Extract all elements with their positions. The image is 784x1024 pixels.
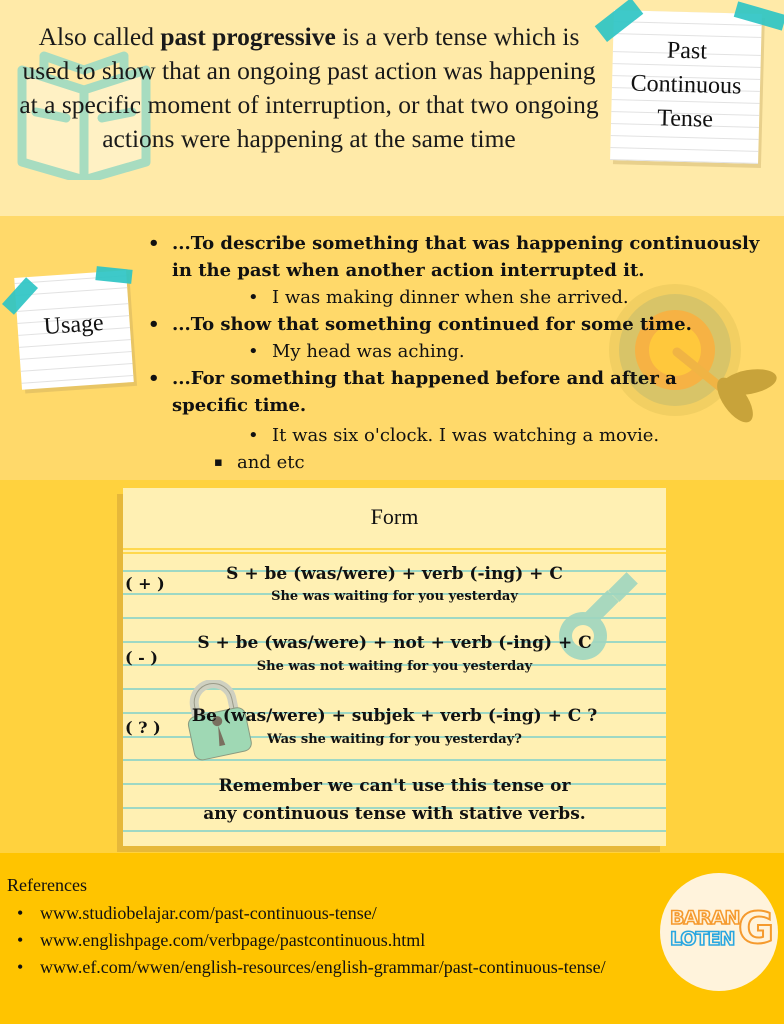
remember-line-1: Remember we can't use this tense or	[218, 776, 571, 796]
sign-positive: ( + )	[125, 574, 165, 593]
usage-example: • It was six o'clock. I was watching a movie.	[148, 422, 778, 449]
usage-etc: ▪ and etc	[148, 449, 778, 476]
usage-example: • My head was aching.	[148, 338, 778, 365]
usage-item: • ...For something that happened before and after a specific time.	[148, 365, 778, 419]
example-positive: She was waiting for you yesterday	[271, 589, 518, 604]
title-line-2: Continuous	[630, 70, 742, 100]
intro-text-suffix: is a verb tense which is used to show that an ongoing past action was happening at a specific moment of interruption, or that two ongoing actions were happening at the same time	[19, 22, 599, 153]
references-title: References	[7, 875, 87, 895]
form-paper	[123, 488, 666, 846]
usage-item: • ...To describe something that was happening continuously in the past when another action interrupted it.	[148, 230, 778, 284]
reference-link[interactable]: • www.studiobelajar.com/past-continuous-tense/	[17, 900, 657, 927]
logo-g-letter: G	[738, 903, 775, 954]
logo-text-line-2: LOTEN	[670, 928, 735, 950]
formula-question: Be (was/were) + subjek + verb (-ing) + C ?	[191, 706, 598, 726]
intro-text-prefix: Also called	[38, 22, 161, 51]
title-line-3: Tense	[657, 105, 714, 133]
usage-example: • I was making dinner when she arrived.	[148, 284, 778, 311]
logo-text-line-1: BARAN	[670, 907, 740, 929]
example-question: Was she waiting for you yesterday?	[267, 732, 522, 747]
reference-link[interactable]: • www.englishpage.com/verbpage/pastcontinuous.html	[17, 927, 657, 954]
header-section	[0, 0, 784, 216]
form-title: Form	[370, 504, 419, 529]
sign-question: ( ? )	[125, 718, 161, 737]
references-section	[0, 853, 784, 1024]
divider	[123, 830, 666, 832]
reference-link[interactable]: • www.ef.com/wwen/english-resources/english-grammar/past-continuous-tense/	[17, 954, 657, 981]
usage-list	[148, 230, 778, 476]
title-line-1: Past	[666, 37, 708, 65]
title-sticky-note	[610, 10, 762, 164]
formula-negative: S + be (was/were) + not + verb (-ing) + C	[197, 633, 592, 653]
remember-note	[123, 772, 666, 828]
remember-line-2: any continuous tense with stative verbs.	[203, 804, 586, 824]
references-list	[17, 900, 657, 981]
page-title	[611, 32, 762, 138]
barang-loteng-logo	[660, 873, 778, 991]
usage-label: Usage	[42, 309, 105, 341]
sign-negative: ( - )	[125, 648, 158, 667]
intro-paragraph	[14, 20, 604, 156]
form-section	[0, 480, 784, 853]
usage-item: • ...To show that something continued for some time.	[148, 311, 778, 338]
formula-positive: S + be (was/were) + verb (-ing) + C	[226, 564, 563, 584]
usage-section	[0, 216, 784, 480]
divider	[123, 548, 666, 554]
example-negative: She was not waiting for you yesterday	[256, 659, 533, 674]
intro-text-bold: past progressive	[160, 22, 336, 51]
